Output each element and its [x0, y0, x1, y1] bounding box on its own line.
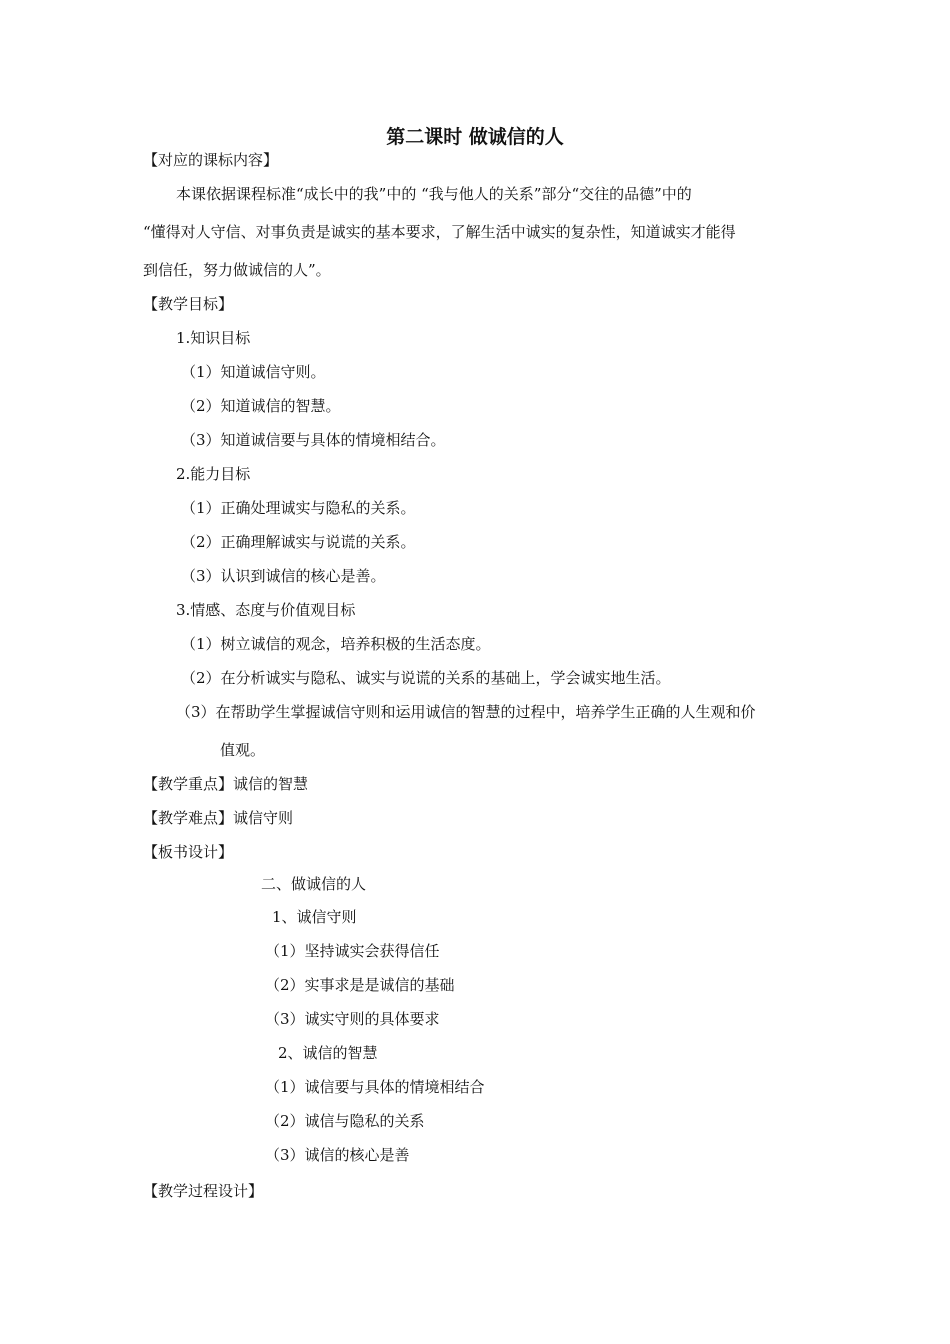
board-part1-title: 1、诚信守则 — [272, 908, 357, 926]
knowledge-objective-title: 1.知识目标 — [176, 329, 251, 347]
emotion-item-3: （3）在帮助学生掌握诚信守则和运用诚信的智慧的过程中，培养学生正确的人生观和价 — [176, 703, 756, 721]
curriculum-paragraph-line-2: “懂得对人守信、对事负责是诚实的基本要求，了解生活中诚实的复杂性，知道诚实才能得 — [143, 223, 736, 241]
emotion-item-3-continuation: 值观。 — [220, 741, 266, 759]
objectives-heading: 【教学目标】 — [143, 295, 234, 313]
emotion-item-2: （2）在分析诚实与隐私、诚实与说谎的关系的基础上，学会诚实地生活。 — [181, 669, 671, 687]
board-part2-item-3: （3）诚信的核心是善 — [265, 1146, 410, 1164]
ability-item-1: （1）正确处理诚实与隐私的关系。 — [181, 499, 416, 517]
knowledge-item-2: （2）知道诚信的智慧。 — [181, 397, 341, 415]
curriculum-paragraph-line-1: 本课依据课程标准“成长中的我”中的 “我与他人的关系”部分“交往的品德”中的 — [176, 185, 692, 203]
emotion-objective-title: 3.情感、态度与价值观目标 — [176, 601, 356, 619]
board-part2-item-2: （2）诚信与隐私的关系 — [265, 1112, 425, 1130]
knowledge-item-3: （3）知道诚信要与具体的情境相结合。 — [181, 431, 446, 449]
knowledge-item-1: （1）知道诚信守则。 — [181, 363, 326, 381]
ability-item-3: （3）认识到诚信的核心是善。 — [181, 567, 386, 585]
board-part2-item-1: （1）诚信要与具体的情境相结合 — [265, 1078, 485, 1096]
emotion-item-1: （1）树立诚信的观念，培养积极的生活态度。 — [181, 635, 491, 653]
board-title: 二、做诚信的人 — [261, 875, 367, 893]
board-part2-title: 2、诚信的智慧 — [278, 1044, 378, 1062]
key-point: 【教学重点】诚信的智慧 — [143, 775, 309, 793]
board-part1-item-1: （1）坚持诚实会获得信任 — [265, 942, 440, 960]
ability-item-2: （2）正确理解诚实与说谎的关系。 — [181, 533, 416, 551]
board-part1-item-3: （3）诚实守则的具体要求 — [265, 1010, 440, 1028]
curriculum-heading: 【对应的课标内容】 — [143, 151, 279, 169]
process-heading: 【教学过程设计】 — [143, 1182, 264, 1200]
difficulty: 【教学难点】诚信守则 — [143, 809, 294, 827]
page-title: 第二课时 做诚信的人 — [386, 126, 564, 148]
board-heading: 【板书设计】 — [143, 843, 234, 861]
board-part1-item-2: （2）实事求是是诚信的基础 — [265, 976, 455, 994]
curriculum-paragraph-line-3: 到信任，努力做诚信的人”。 — [143, 261, 331, 279]
ability-objective-title: 2.能力目标 — [176, 465, 251, 483]
